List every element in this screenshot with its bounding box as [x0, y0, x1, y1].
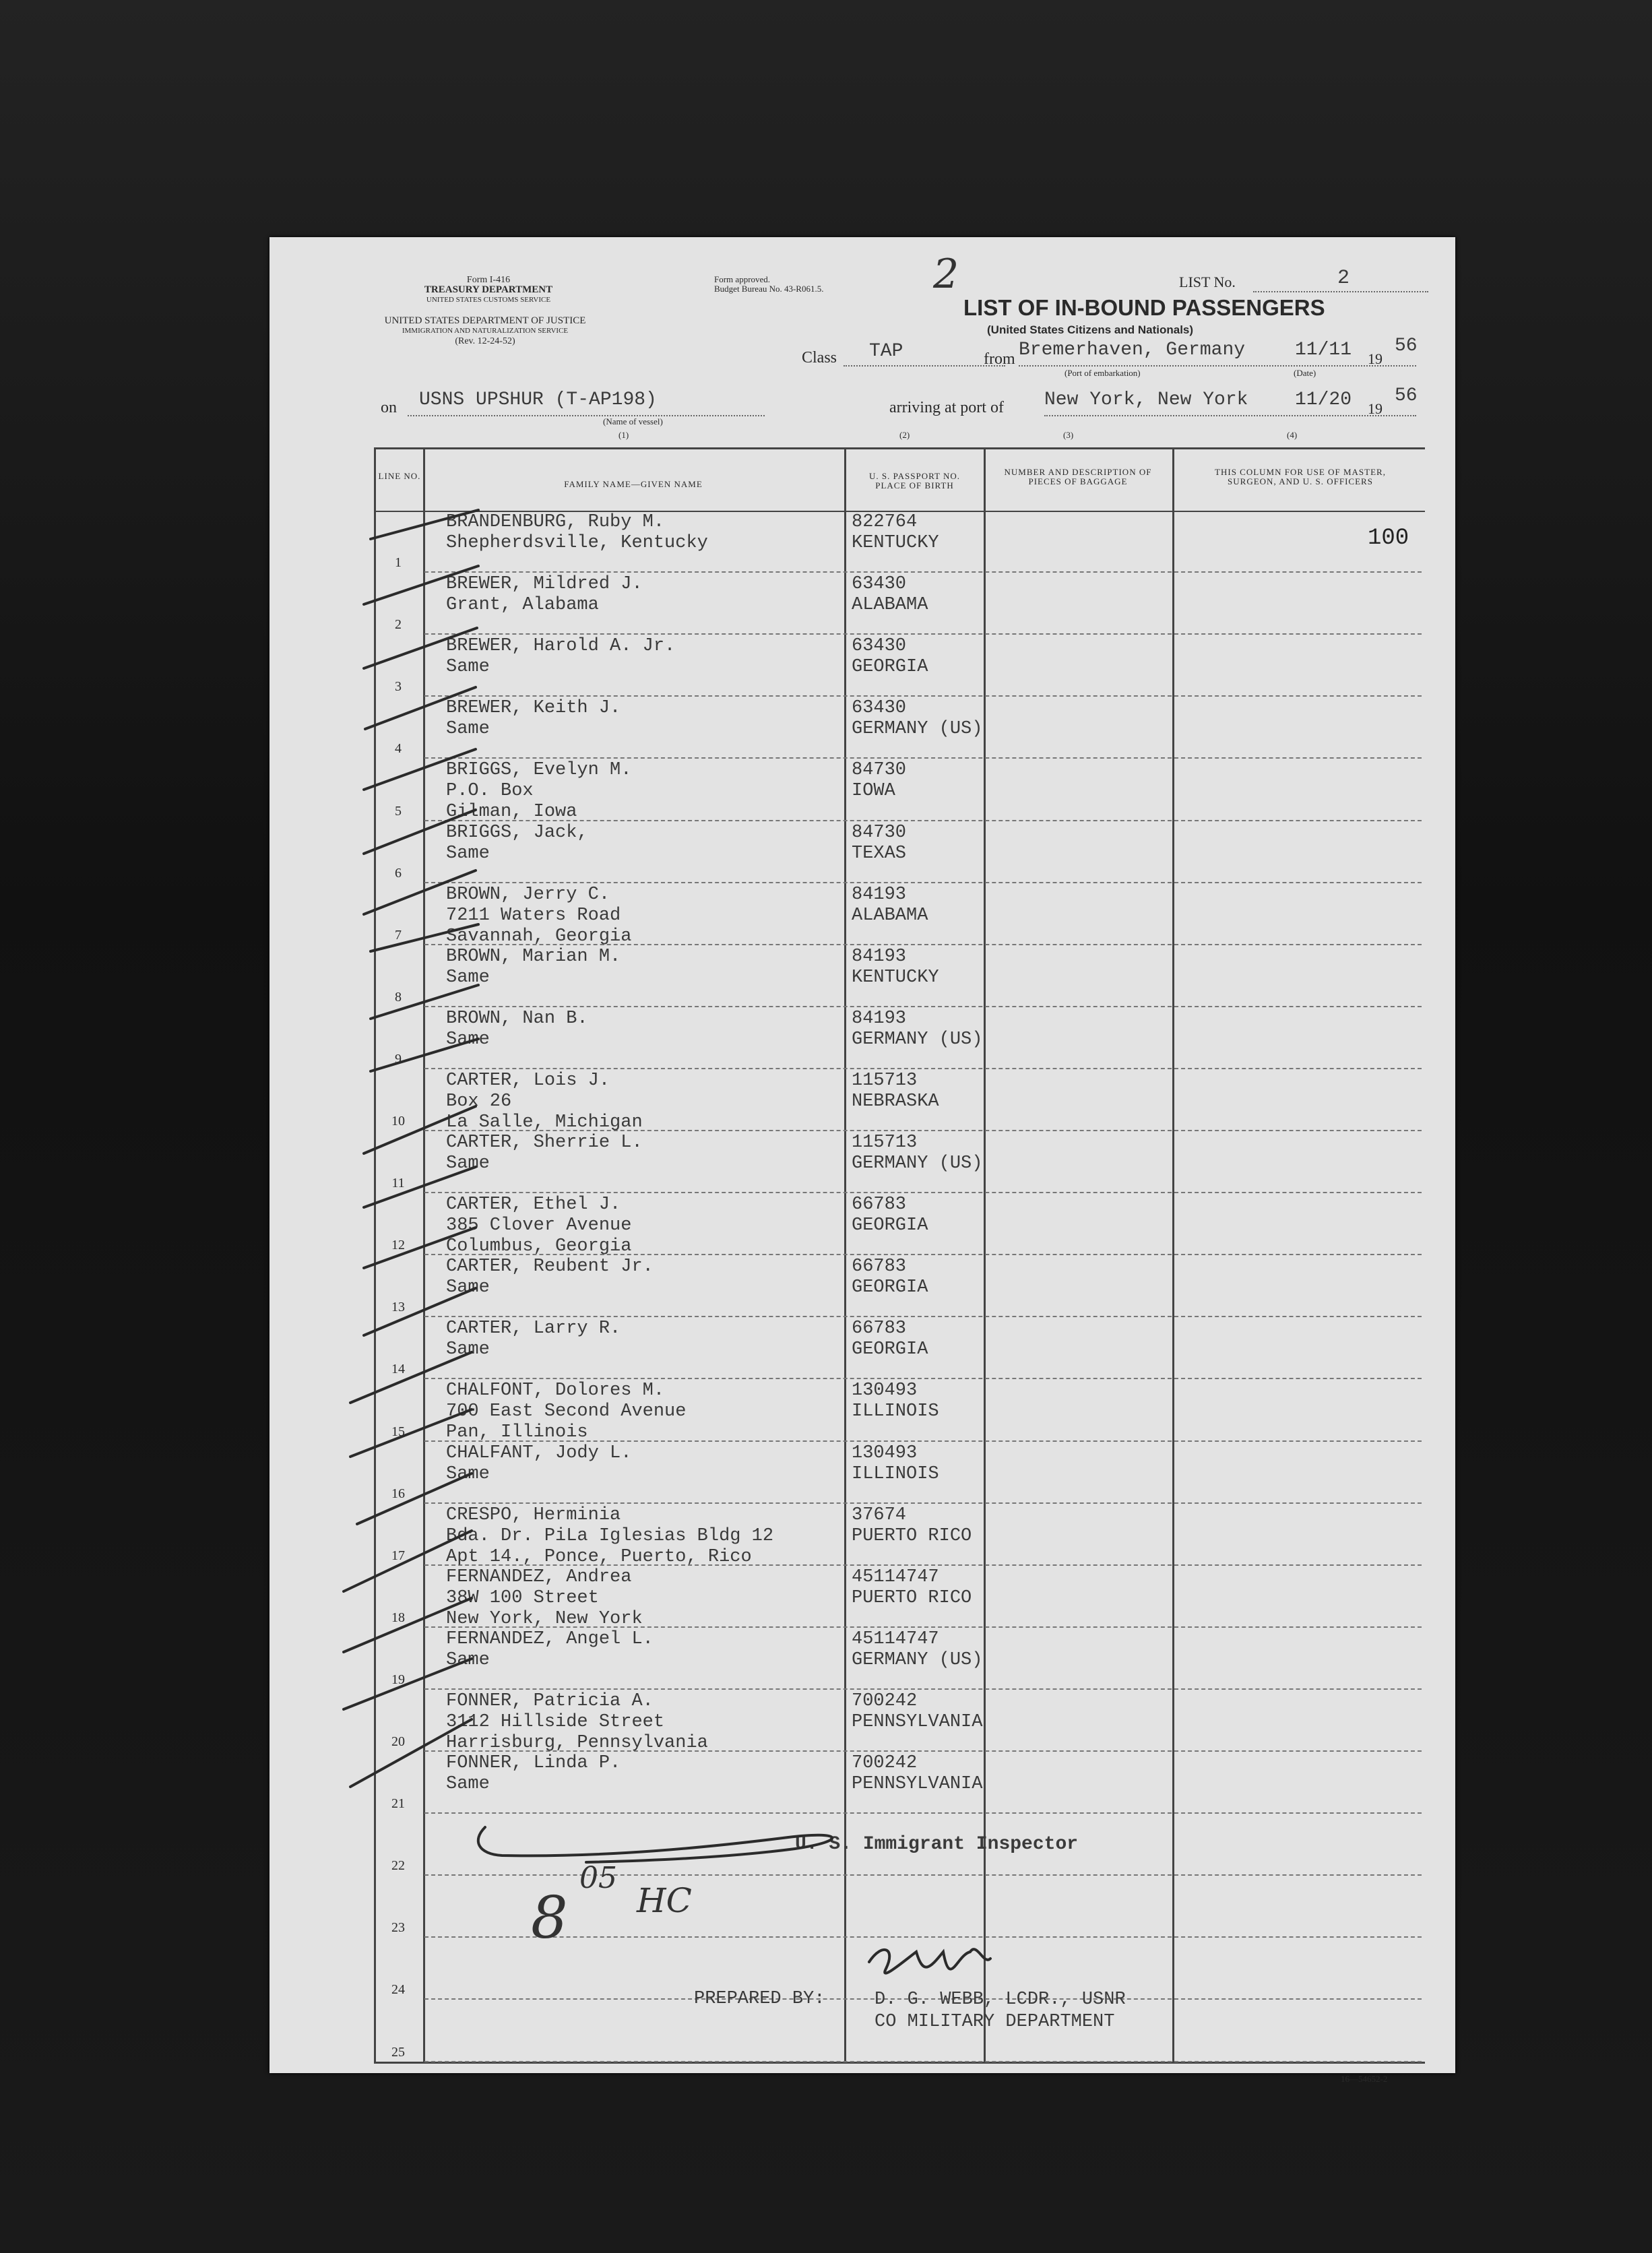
- arrival-date-value: 11/20: [1295, 389, 1352, 410]
- passport-birthplace: 130493 ILLINOIS: [852, 1442, 939, 1484]
- line-number: 18: [391, 1610, 405, 1625]
- passenger-name-address: CARTER, Larry R. Same: [446, 1319, 621, 1360]
- passenger-name-address: CARTER, Ethel J. 385 Clover Avenue Columbus, Georgia: [446, 1195, 632, 1257]
- passenger-name-address: CARTER, Sherrie L. Same: [446, 1133, 643, 1174]
- justice-dept: UNITED STATES DEPARTMENT OF JUSTICE: [384, 315, 586, 326]
- passenger-name-address: CARTER, Reubent Jr. Same: [446, 1257, 654, 1298]
- check-mark: [364, 1228, 476, 1268]
- handwritten-05: 05: [579, 1861, 617, 1895]
- passport-birthplace: 63430 ALABAMA: [852, 574, 928, 616]
- check-mark: [364, 810, 476, 854]
- passenger-name-address: CHALFONT, Dolores M. 700 East Second Avenue Pan, Illinois: [446, 1381, 687, 1443]
- header-passport: U. S. PASSPORT NO. PLACE OF BIRTH: [869, 471, 960, 490]
- handwritten-sheet-number: 2: [933, 251, 959, 298]
- list-no-value: 2: [1337, 267, 1350, 290]
- arrival-year-prefix: 19: [1368, 400, 1383, 417]
- passenger-name-address: BRIGGS, Evelyn M. P.O. Box Gilman, Iowa: [446, 760, 632, 823]
- line-number: 25: [391, 2044, 405, 2060]
- form-code: 16—54652-2: [1341, 2074, 1388, 2084]
- passport-birthplace: 84193 GERMANY (US): [852, 1008, 983, 1050]
- check-mark: [365, 687, 476, 729]
- passport-birthplace: 84730 IOWA: [852, 760, 907, 802]
- officer-count: 100: [1368, 526, 1409, 551]
- inspector-label: U. S. Immigrant Inspector: [795, 1834, 1079, 1855]
- passenger-name-address: FONNER, Linda P. Same: [446, 1753, 621, 1794]
- line-number: 20: [391, 1734, 405, 1749]
- line-number: 12: [391, 1238, 405, 1253]
- passenger-list-page: [269, 237, 1455, 2084]
- line-number: 13: [391, 1300, 405, 1315]
- line-number: 24: [391, 1982, 405, 1998]
- ins-service: IMMIGRATION AND NATURALIZATION SERVICE: [402, 327, 569, 335]
- passport-birthplace: 130493 ILLINOIS: [852, 1381, 939, 1422]
- header-baggage: NUMBER AND DESCRIPTION OF PIECES OF BAGGAGE: [1004, 467, 1152, 486]
- col-num-3: (3): [1063, 430, 1074, 440]
- line-number: 21: [391, 1796, 405, 1812]
- line-number: 19: [391, 1672, 405, 1687]
- customs-service: UNITED STATES CUSTOMS SERVICE: [426, 296, 551, 304]
- treasury-dept: TREASURY DEPARTMENT: [424, 284, 553, 295]
- prepared-by-name: D. G. WEBB, LCDR., USNR: [875, 1990, 1126, 2010]
- check-mark: [350, 1719, 472, 1787]
- passport-birthplace: 66783 GEORGIA: [852, 1319, 928, 1360]
- passenger-name-address: FERNANDEZ, Andrea 38W 100 Street New York, New York: [446, 1566, 643, 1629]
- list-no-label: LIST No.: [1179, 274, 1236, 290]
- passenger-name-address: CHALFANT, Jody L. Same: [446, 1442, 632, 1484]
- form-approved: Form approved.: [714, 274, 771, 284]
- line-number: 8: [395, 989, 402, 1005]
- check-mark: [364, 870, 476, 914]
- passport-birthplace: 66783 GEORGIA: [852, 1257, 928, 1298]
- line-number: 16: [391, 1486, 405, 1501]
- date-note: (Date): [1294, 368, 1316, 378]
- col-num-2: (2): [899, 430, 910, 440]
- handwritten-initials: HC: [637, 1881, 692, 1920]
- line-number: 22: [391, 1858, 405, 1874]
- passport-birthplace: 84193 ALABAMA: [852, 884, 928, 926]
- header-line-no: LINE NO.: [378, 471, 421, 481]
- line-number: 2: [395, 617, 402, 633]
- embark-date-value: 11/11: [1295, 340, 1352, 360]
- prepared-by-dept: CO MILITARY DEPARTMENT: [875, 2012, 1115, 2032]
- from-year-prefix: 19: [1368, 350, 1383, 367]
- check-mark: [350, 1409, 472, 1457]
- check-mark: [364, 1106, 476, 1153]
- check-mark: [371, 985, 478, 1019]
- line-number: 23: [391, 1920, 405, 1936]
- revision: (Rev. 12-24-52): [455, 336, 515, 346]
- class-label: Class: [802, 349, 837, 367]
- line-number: 3: [395, 679, 402, 695]
- budget-bureau: Budget Bureau No. 43-R061.5.: [714, 284, 824, 294]
- form-number: Form I-416: [466, 275, 511, 285]
- check-mark: [364, 1288, 476, 1335]
- passport-birthplace: 115713 GERMANY (US): [852, 1133, 983, 1174]
- passenger-name-address: BREWER, Keith J. Same: [446, 698, 621, 740]
- check-mark: [371, 924, 478, 951]
- check-mark: [364, 1167, 476, 1207]
- passport-birthplace: 66783 GEORGIA: [852, 1195, 928, 1236]
- line-number: 5: [395, 803, 402, 819]
- vessel-note: (Name of vessel): [603, 416, 663, 426]
- passenger-name-address: CARTER, Lois J. Box 26 La Salle, Michigan: [446, 1070, 643, 1133]
- line-number: 7: [395, 927, 402, 943]
- class-value: TAP: [869, 341, 903, 362]
- vessel-name: USNS UPSHUR (T-AP198): [419, 389, 657, 410]
- line-number: 17: [391, 1548, 405, 1563]
- passport-birthplace: 37674 PUERTO RICO: [852, 1504, 972, 1546]
- check-mark: [364, 566, 478, 604]
- check-mark: [364, 749, 476, 790]
- col-num-1: (1): [618, 430, 629, 440]
- passport-birthplace: 45114747 PUERTO RICO: [852, 1566, 972, 1608]
- embark-port-value: Bremerhaven, Germany: [1019, 340, 1246, 360]
- page-title: LIST OF IN-BOUND PASSENGERS: [963, 295, 1325, 320]
- check-mark: [344, 1659, 472, 1709]
- passport-birthplace: 700242 PENNSYLVANIA: [852, 1690, 983, 1732]
- inspector-signature: [478, 1827, 832, 1862]
- line-number: 11: [391, 1176, 405, 1191]
- passenger-name-address: CRESPO, Herminia Bda. Dr. PiLa Iglesias Bldg 12 Apt 14., Ponce, Puerto, Rico: [446, 1504, 774, 1567]
- arrival-port-value: New York, New York: [1044, 389, 1248, 410]
- line-number: 15: [391, 1424, 405, 1439]
- passport-birthplace: 45114747 GERMANY (US): [852, 1628, 983, 1670]
- page-subtitle: (United States Citizens and Nationals): [987, 323, 1194, 336]
- passport-birthplace: 700242 PENNSYLVANIA: [852, 1753, 983, 1794]
- passport-birthplace: 84730 TEXAS: [852, 822, 907, 864]
- check-mark: [364, 628, 477, 668]
- passenger-name-address: FERNANDEZ, Angel L. Same: [446, 1628, 654, 1670]
- passenger-name-address: BREWER, Harold A. Jr. Same: [446, 636, 676, 678]
- on-label: on: [381, 399, 397, 416]
- line-number: 10: [391, 1114, 405, 1129]
- check-mark: [350, 1352, 472, 1403]
- header-officers: THIS COLUMN FOR USE OF MASTER, SURGEON, AND U. S. OFFICERS: [1215, 467, 1386, 486]
- line-number: 9: [395, 1051, 402, 1067]
- arrival-year-value: 56: [1395, 385, 1418, 406]
- passenger-name-address: BRIGGS, Jack, Same: [446, 822, 588, 864]
- webb-signature: [869, 1949, 990, 1973]
- passenger-name-address: FONNER, Patricia A. 3112 Hillside Street Harrisburg, Pennsylvania: [446, 1690, 708, 1753]
- passenger-name-address: BROWN, Marian M. Same: [446, 946, 621, 988]
- passport-birthplace: 822764 KENTUCKY: [852, 512, 939, 553]
- pen-marks: [269, 237, 1455, 2073]
- passport-birthplace: 63430 GEORGIA: [852, 636, 928, 678]
- header-family-name: FAMILY NAME—GIVEN NAME: [564, 479, 703, 489]
- passport-birthplace: 63430 GERMANY (US): [852, 698, 983, 740]
- arriving-label: arriving at port of: [889, 399, 1004, 416]
- check-mark: [371, 510, 478, 539]
- passenger-name-address: BROWN, Jerry C. 7211 Waters Road Savannah, Georgia: [446, 884, 632, 947]
- line-number: 1: [395, 555, 402, 571]
- check-mark: [344, 1531, 472, 1591]
- check-mark: [371, 1039, 478, 1071]
- handwritten-total: 8: [531, 1884, 568, 1952]
- passenger-name-address: BRANDENBURG, Ruby M. Shepherdsville, Kentucky: [446, 512, 708, 553]
- passport-birthplace: 115713 NEBRASKA: [852, 1070, 939, 1112]
- from-label: from: [984, 350, 1015, 368]
- line-number: 6: [395, 865, 402, 881]
- passport-birthplace: 84193 KENTUCKY: [852, 946, 939, 988]
- port-embark-note: (Port of embarkation): [1065, 368, 1141, 378]
- passenger-name-address: BREWER, Mildred J. Grant, Alabama: [446, 574, 643, 616]
- line-number: 4: [395, 741, 402, 757]
- prepared-by-label: PREPARED BY:: [694, 1989, 825, 2009]
- passenger-name-address: BROWN, Nan B. Same: [446, 1008, 588, 1050]
- col-num-4: (4): [1287, 430, 1298, 440]
- embark-year-value: 56: [1395, 336, 1418, 356]
- check-mark: [357, 1473, 472, 1524]
- line-number: 14: [391, 1362, 405, 1377]
- check-mark: [344, 1598, 472, 1652]
